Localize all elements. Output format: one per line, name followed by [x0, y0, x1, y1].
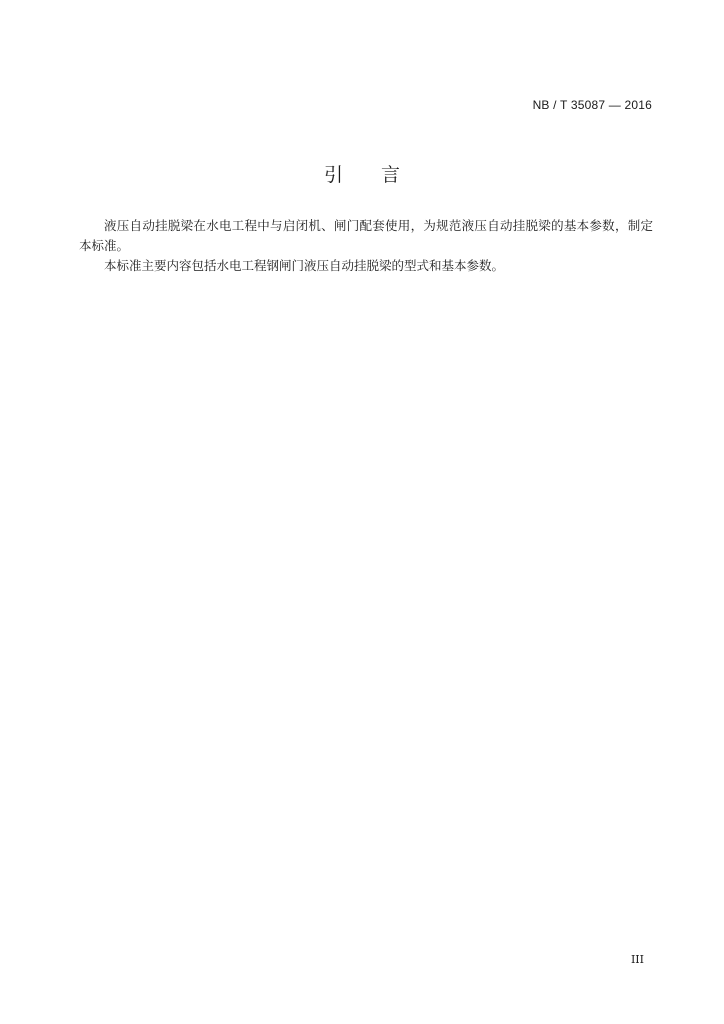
introduction-body	[79, 216, 653, 276]
paragraph: 本标准主要内容包括水电工程钢闸门液压自动挂脱梁的型式和基本参数。	[104, 258, 505, 273]
section-title-char-1: 引	[323, 164, 343, 186]
section-title-char-2: 言	[381, 164, 401, 186]
paragraph: 液压自动挂脱梁在水电工程中与启闭机、闸门配套使用，为规范液压自动挂脱梁的基本参数，制定本标准。	[79, 218, 653, 253]
standard-code: NB / T 35087 — 2016	[532, 98, 652, 112]
section-title	[0, 160, 724, 187]
page-number: III	[630, 953, 644, 966]
